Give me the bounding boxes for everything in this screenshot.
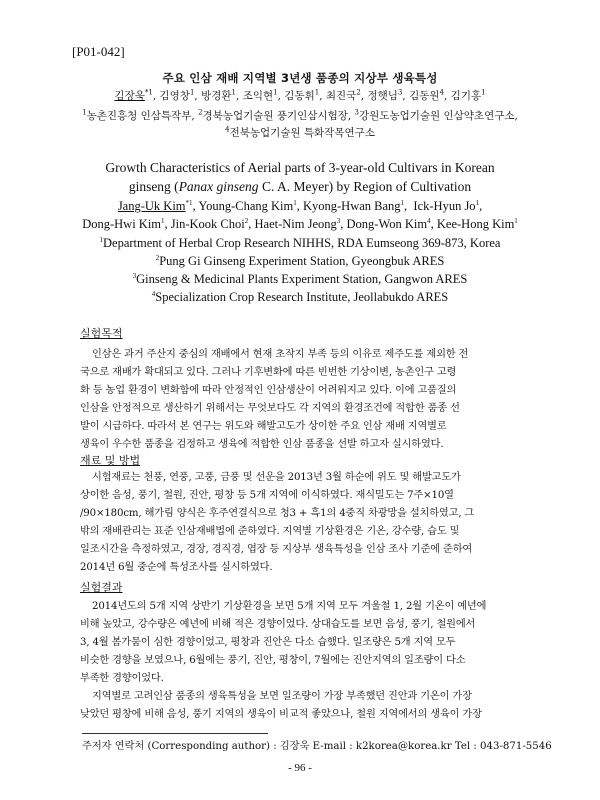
korean-author-name: 김동원 [409, 90, 440, 102]
page-number: - 96 - [288, 762, 312, 774]
english-author-name: Kee-Hong Kim [436, 217, 515, 231]
body-line: 인삼을 안정적으로 생산하기 위해서는 무엇보다도 각 지역의 환경조건에 적합한 품종 선 [80, 403, 460, 414]
author-sup: 1 [400, 198, 405, 207]
body-line: 2014년도의 5개 지역 상반기 기상환경을 보면 5개 지역 모두 겨울철 1, 2월 기온이 예년에 [92, 601, 487, 612]
aff-sup: 3 [132, 271, 137, 280]
author-sup: 1 [189, 88, 195, 97]
author-sup: 3 [397, 88, 403, 97]
author-sup: *1 [185, 198, 193, 207]
english-affiliation-text: Department of Herbal Crop Research NIHHS, RDA Eumseong 369-873, Korea [103, 236, 501, 250]
body-line: 2014년 6월 중순에 특성조사를 실시하였다. [80, 562, 273, 573]
english-author-name: Dong-Hwi Kim [82, 217, 162, 231]
abstract-code: [P01-042] [72, 44, 125, 59]
body-line: 비해 높았고, 강수량은 예년에 비해 적은 경향이었다. 상대습도를 보면 음성, 풍기, 철원에서 [80, 619, 476, 630]
korean-authors: 김장욱$^{*1}$, 김영창$^1$, 방경환$^1$, 조익현$^1$, 김동휘$^1$, 최진국$^2$, 정햇님$^3$, 김동원$^4$, 김기홍$^1$ [114, 88, 486, 102]
body-line: 인삼은 과거 주산지 중심의 재배에서 현재 초작지 부족 등의 이유로 제주도를 제외한 전 [92, 349, 469, 360]
section-heading-purpose: 실험목적 [80, 327, 123, 340]
english-author-name: Kyong-Hwan Bang [302, 199, 401, 213]
english-affiliation-text: Specialization Crop Research Institute, Jeollabukdo ARES [155, 290, 449, 304]
english-authors-line-2: Dong-Hwi Kim$^1$, Jin-Kook Choi$^2$, Haet-Nim Jeong$^3$, Dong-Won Kim$^4$, Kee-Hong Kim$^1$ [82, 216, 518, 231]
aff-sup: 1 [82, 108, 87, 117]
korean-title: 주요 인삼 재배 지역별 3년생 품종의 지상부 생육특성 [162, 71, 438, 85]
english-title-line-1: Growth Characteristics of Aerial parts of 3-year-old Cultivars in Korean [105, 160, 495, 175]
english-affiliation-text: Ginseng & Medicinal Plants Experiment Station, Gangwon ARES [136, 272, 468, 286]
body-line: 시험재료는 천풍, 연풍, 고풍, 금풍 및 선운을 2013년 3월 하순에 위도 및 해발고도가 [92, 472, 461, 483]
author-sup: 1 [314, 88, 320, 97]
korean-author-name: 김기홍 [450, 90, 482, 102]
body-line: /90×180cm, 해가림 양식은 후주연결식으로 청3 + 흑1의 4중직 차광망을 설치하였고, 그 [80, 508, 475, 519]
body-line: 부족한 경향이었다. [80, 673, 164, 684]
corresponding-author-contact: 주저자 연락처 (Corresponding author) : 김장욱 E-mail : k2korea@korea.kr Tel : 043-871-5546 [82, 741, 552, 752]
body-line: 낮았던 평창에 비해 음성, 풍기 지역의 생육이 비교적 좋았으나, 철원 지역에서의 생육이 가장 [80, 709, 482, 720]
korean-affiliation: 전북농업기술원 특화작목연구소 [229, 127, 375, 139]
body-line: 지역별로 고려인삼 품종의 생육특성을 보면 일조량이 가장 부족했던 진안과 기온이 가장 [92, 691, 472, 702]
korean-affiliation: 경북농업기술원 풍기인삼시험장, [202, 110, 355, 122]
korean-affiliations-line-1 [60, 108, 540, 123]
aff-sup: 3 [354, 108, 360, 117]
korean-author-name: 방경환 [201, 90, 232, 102]
korean-author-name: 최진국 [325, 90, 357, 102]
english-affiliation-4 [60, 290, 540, 305]
korean-author-name: 김장욱 [114, 90, 145, 102]
body-line: 발이 시급하다. 따라서 본 연구는 위도와 해발고도가 상이한 주요 인삼 재배 지역별로 [80, 421, 447, 432]
footnote-divider [82, 733, 268, 734]
korean-affiliation: 농촌진흥청 인삼특작부, [86, 110, 199, 122]
body-line: 비슷한 경향을 보였으나, 6월에는 풍기, 진안, 평창이, 7월에는 진안지역의 일조량이 다소 [80, 655, 466, 666]
english-author-name: Young-Chang Kim [198, 199, 294, 213]
author-sup: 1 [231, 88, 237, 97]
korean-affiliations-line-2 [60, 125, 540, 140]
english-authors-line-1: Jang-Uk Kim$^{*1}$, Young-Chang Kim$^1$, Kyong-Hwan Bang$^1$, Ick-Hyun Jo$^1$, [117, 198, 483, 213]
section-heading-results: 실험결과 [80, 581, 123, 594]
author-sup: 3 [336, 216, 341, 225]
body-line: 일조시간을 측정하였고, 경장, 경직경, 엽장 등 지상부 생육특성을 인삼 조사 기준에 준하여 [80, 544, 473, 555]
author-sup: 4 [439, 88, 444, 97]
aff-sup: 4 [225, 125, 230, 134]
aff-sup: 4 [151, 289, 156, 298]
korean-affiliation: 강원도농업기술원 인삼약초연구소, [359, 110, 518, 122]
english-title-text: ginseng ( [128, 179, 179, 194]
korean-author-name: 정햇님 [367, 90, 398, 102]
author-sup: 2 [244, 216, 249, 225]
english-author-name: Dong-Won Kim [346, 217, 428, 231]
species-name: Panax ginseng [178, 179, 259, 194]
english-author-name: Jang-Uk Kim [117, 199, 186, 213]
body-line: 생육이 우수한 품종을 검정하고 생육에 적합한 인삼 품종을 선발 하고자 실시하였다. [80, 439, 444, 450]
author-sup: *1 [144, 88, 153, 97]
english-title-text: C. A. Meyer) by Region of Cultivation [258, 179, 472, 194]
english-affiliation-1 [60, 236, 540, 251]
english-author-name: Jin-Kook Choi [170, 217, 245, 231]
author-sup: 1 [475, 198, 480, 207]
author-sup: 1 [514, 216, 518, 225]
english-affiliation-2 [60, 254, 540, 269]
author-sup: 1 [273, 88, 278, 97]
english-author-name: Ick-Hyun Jo [413, 199, 476, 213]
english-title-line-2 [60, 179, 540, 195]
english-affiliation-text: Pung Gi Ginseng Experiment Station, Gyeongbuk ARES [159, 254, 445, 268]
aff-sup: 1 [99, 235, 103, 244]
author-sup: 1 [161, 216, 165, 225]
korean-author-name: 김동휘 [284, 90, 315, 102]
section-heading-methods: 재료 및 방법 [80, 454, 141, 467]
korean-author-name: 조익현 [242, 90, 274, 102]
author-sup: 1 [481, 88, 486, 97]
body-line: 화 등 농업 환경이 변화함에 따라 안정적인 인삼생산이 어려워지고 있다. 이에 고품질의 [80, 385, 457, 396]
author-sup: 4 [427, 216, 431, 225]
aff-sup: 2 [155, 253, 160, 262]
body-line: 상이한 음성, 풍기, 철원, 진안, 평창 등 5개 지역에 이식하였다. 재식밀도는 7주×10열 [80, 490, 454, 501]
english-affiliation-3 [60, 272, 540, 287]
body-line: 3, 4월 봄가뭄이 심한 경향이었고, 평창과 진안은 다소 습했다. 일조량은 5개 지역 모두 [80, 637, 456, 648]
body-line: 국으로 재배가 확대되고 있다. 그러나 기후변화에 따른 빈번한 기상이변, 농촌인구 고령 [80, 367, 457, 378]
author-sup: 1 [293, 198, 297, 207]
korean-author-name: 김영창 [159, 90, 190, 102]
body-line: 밖의 재배관리는 표준 인삼재배법에 준하였다. 지역별 기상환경은 기온, 강수량, 습도 및 [80, 526, 460, 537]
author-sup: 2 [356, 88, 361, 97]
aff-sup: 2 [198, 108, 203, 117]
english-author-name: Haet-Nim Jeong [254, 217, 337, 231]
